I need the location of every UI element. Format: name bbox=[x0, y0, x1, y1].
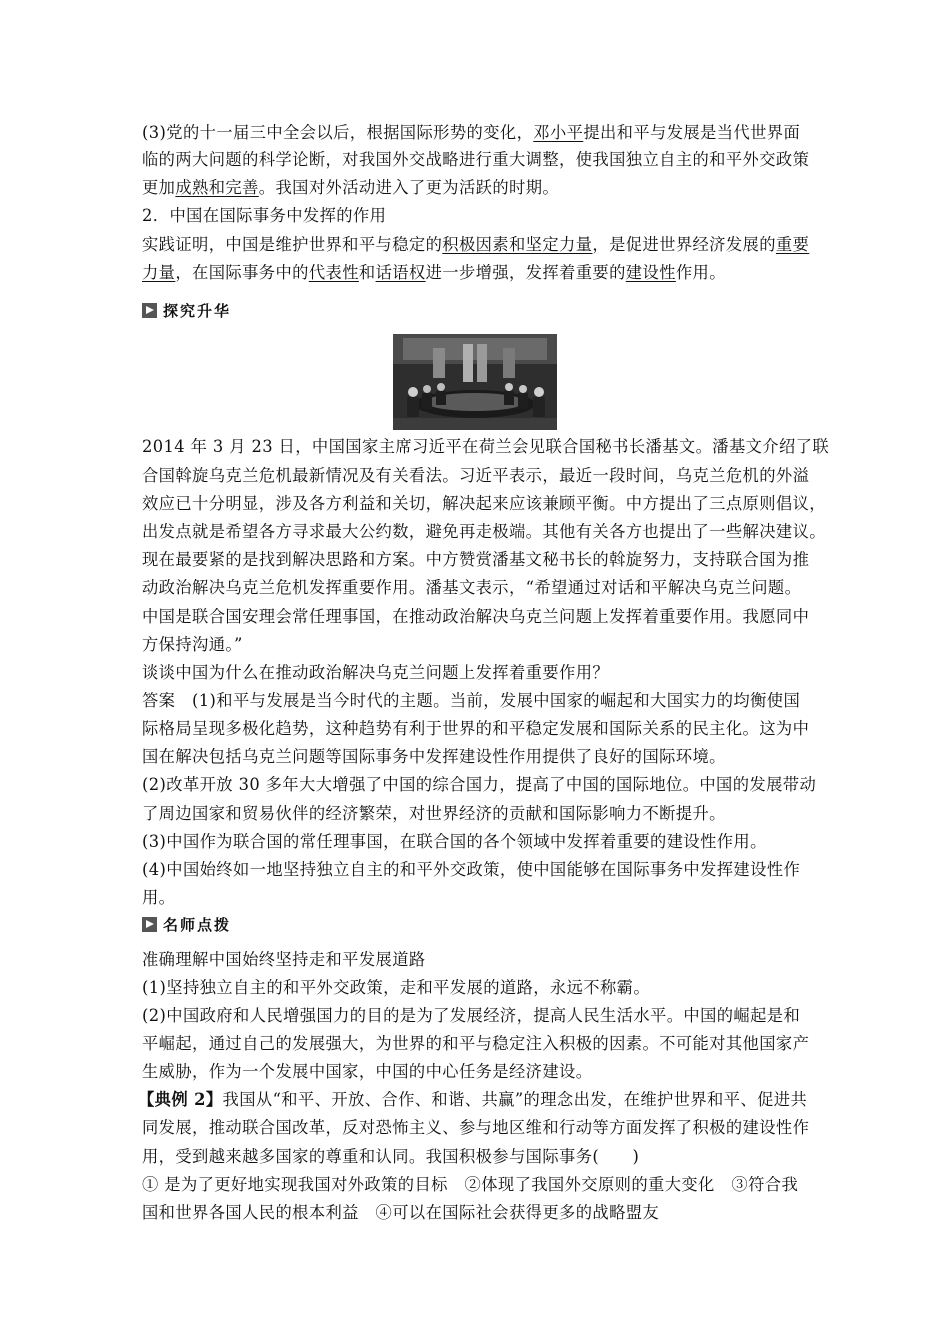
explore-line: 动政治解决乌克兰危机发挥重要作用。潘基文表示，“希望通过对话和平解决乌克兰问题。 bbox=[142, 578, 802, 597]
explore-line: 出发点就是希望各方寻求最大公约数，避免再走极端。其他有关各方也提出了一些解决建议。 bbox=[142, 522, 826, 541]
play-triangle-icon bbox=[142, 303, 157, 318]
answer-line: 际格局呈现多极化趋势，这种趋势有利于世界的和平稳定发展和国际关系的民主化。这为中 bbox=[142, 719, 810, 738]
tips-line: 平崛起，通过自己的发展强大，为世界的和平与稳定注入积极的因素。不可能对其他国家产 bbox=[142, 1034, 810, 1053]
paragraph-3-line-1: (3)党的十一届三中全会以后，根据国际形势的变化，邓小平提出和平与发展是当代世界面 bbox=[142, 123, 801, 142]
section-2-line-2: 力量，在国际事务中的代表性和话语权进一步增强，发挥着重要的建设性作用。 bbox=[142, 263, 726, 282]
explore-line: 合国斡旋乌克兰危机最新情况及有关看法。习近平表示，最近一段时间，乌克兰危机的外溢 bbox=[142, 466, 810, 485]
meeting-photo-illustration bbox=[393, 334, 557, 430]
section-2-title: 2．中国在国际事务中发挥的作用 bbox=[142, 206, 387, 225]
explore-line: 现在最要紧的是找到解决思路和方案。中方赞赏潘基文秘书长的斡旋努力，支持联合国为推 bbox=[142, 550, 810, 569]
explore-line: 方保持沟通。” bbox=[142, 635, 243, 654]
tips-section-header bbox=[142, 914, 231, 934]
explore-section-header bbox=[142, 300, 231, 320]
play-triangle-icon bbox=[142, 917, 157, 932]
answer-line: (4)中国始终如一地坚持独立自主的和平外交政策，使中国能够在国际事务中发挥建设性作 bbox=[142, 860, 801, 879]
tips-line: (2)中国政府和人民增强国力的目的是为了发展经济，提高人民生活水平。中国的崛起是和 bbox=[142, 1006, 801, 1025]
example-line-2: 同发展，推动联合国改革，反对恐怖主义、参与地区维和行动等方面发挥了积极的建设性作 bbox=[142, 1118, 810, 1137]
paragraph-3-line-2: 临的两大问题的科学论断，对我国外交战略进行重大调整，使我国独立自主的和平外交政策 bbox=[142, 150, 810, 169]
answer-line: 用。 bbox=[142, 888, 176, 907]
example-line-3: 用，受到越来越多国家的尊重和认同。我国积极参与国际事务( ) bbox=[142, 1147, 640, 1166]
meeting-photo bbox=[393, 334, 557, 430]
example-options-line-2: 国和世界各国人民的根本利益 ④可以在国际社会获得更多的战略盟友 bbox=[142, 1203, 660, 1222]
answer-line: 了周边国家和贸易伙伴的经济繁荣，对世界经济的贡献和国际影响力不断提升。 bbox=[142, 804, 726, 823]
tips-line: 准确理解中国始终坚持走和平发展道路 bbox=[142, 950, 426, 969]
explore-header-label: 探究升华 bbox=[163, 301, 232, 320]
explore-line: 效应已十分明显，涉及各方利益和关切，解决起来应该兼顾平衡。中方提出了三点原则倡议， bbox=[142, 494, 826, 513]
tips-line: (1)坚持独立自主的和平外交政策，走和平发展的道路，永远不称霸。 bbox=[142, 978, 651, 997]
tips-header-label: 名师点拨 bbox=[163, 915, 232, 934]
example-tag: 【典例 2】 bbox=[138, 1090, 223, 1109]
example-options-line-1: ① 是为了更好地实现我国对外政策的目标 ②体现了我国外交原则的重大变化 ③符合我 bbox=[142, 1175, 799, 1194]
explore-line: 中国是联合国安理会常任理事国，在推动政治解决乌克兰问题上发挥着重要作用。我愿同中 bbox=[142, 607, 810, 626]
example-line-1: 【典例 2】我国从“和平、开放、合作、和谐、共赢”的理念出发，在维护世界和平、促进共 bbox=[138, 1090, 808, 1109]
paragraph-3-line-3: 更加成熟和完善。我国对外活动进入了更为活跃的时期。 bbox=[142, 178, 560, 197]
section-2-line-1: 实践证明，中国是维护世界和平与稳定的积极因素和坚定力量，是促进世界经济发展的重要 bbox=[142, 235, 810, 254]
answer-line: (2)改革开放 30 多年大大增强了中国的综合国力，提高了中国的国际地位。中国的发展带动 bbox=[142, 775, 817, 794]
answer-line: 国在解决包括乌克兰问题等国际事务中发挥建设性作用提供了良好的国际环境。 bbox=[142, 747, 726, 766]
explore-line: 2014 年 3 月 23 日，中国国家主席习近平在荷兰会见联合国秘书长潘基文。潘基文介绍了联 bbox=[142, 437, 830, 456]
question-line: 谈谈中国为什么在推动政治解决乌克兰问题上发挥着重要作用？ bbox=[142, 663, 610, 682]
answer-line: 答案 (1)和平与发展是当今时代的主题。当前，发展中国家的崛起和大国实力的均衡使国 bbox=[142, 691, 801, 710]
tips-line: 生威胁，作为一个发展中国家，中国的中心任务是经济建设。 bbox=[142, 1062, 593, 1081]
answer-line: (3)中国作为联合国的常任理事国，在联合国的各个领域中发挥着重要的建设性作用。 bbox=[142, 832, 767, 851]
